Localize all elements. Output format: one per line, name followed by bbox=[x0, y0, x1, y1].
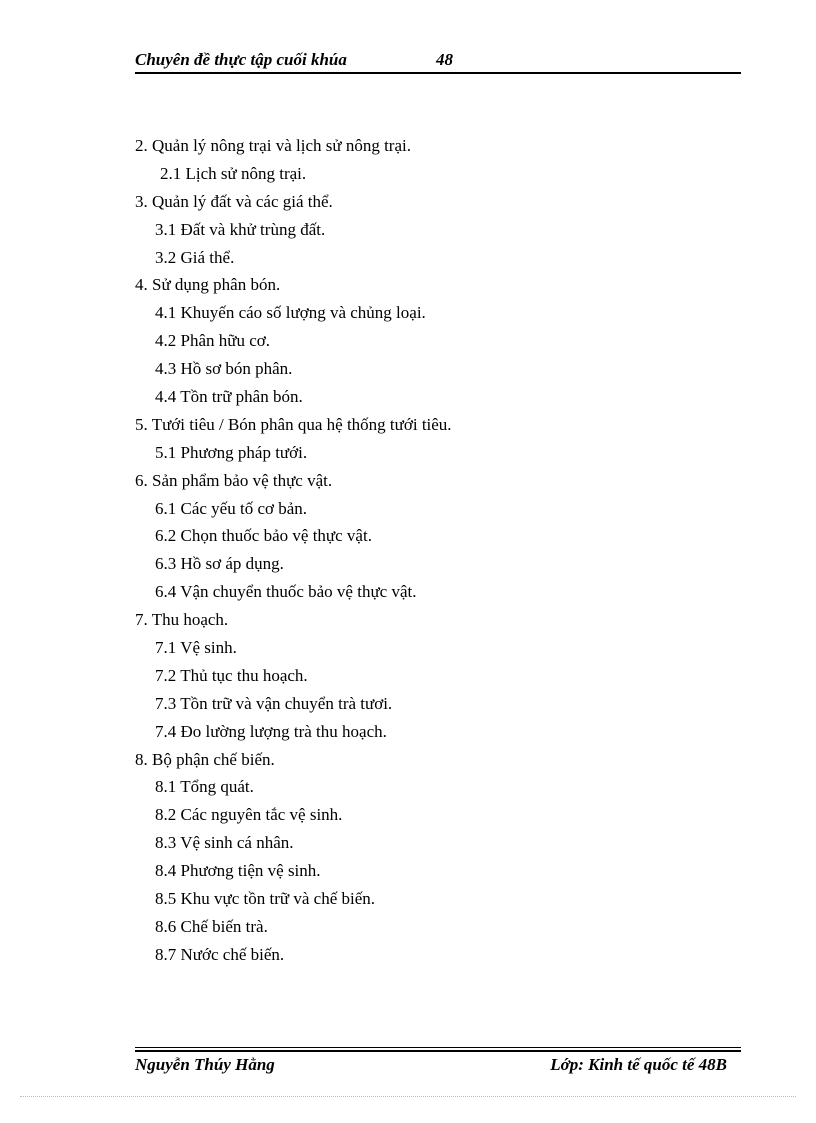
toc-subsection: 6.1 Các yếu tố cơ bản. bbox=[155, 498, 308, 518]
header-rule bbox=[135, 72, 741, 74]
toc-subsection: 8.7 Nước chế biến. bbox=[155, 944, 285, 964]
toc-subsection: 8.5 Khu vực tồn trữ và chế biến. bbox=[155, 889, 376, 909]
header-title: Chuyên đề thực tập cuối khúa bbox=[135, 50, 347, 69]
page-footer bbox=[135, 1047, 741, 1081]
toc-section: 3. Quản lý đất và các giá thể. bbox=[135, 191, 333, 211]
toc-subsection: 6.4 Vận chuyển thuốc bảo vệ thực vật. bbox=[155, 582, 417, 602]
toc-subsection: 8.4 Phương tiện vệ sinh. bbox=[155, 861, 321, 881]
toc-subsection: 4.2 Phân hữu cơ. bbox=[155, 331, 270, 351]
toc-subsection: 7.3 Tồn trữ và vận chuyển trà tươi. bbox=[155, 693, 393, 713]
toc-section: 4. Sử dụng phân bón. bbox=[135, 275, 281, 295]
toc-subsection: 4.1 Khuyến cáo số lượng và chủng loại. bbox=[155, 303, 426, 323]
header-page-number: 48 bbox=[436, 50, 453, 69]
toc-subsection: 3.2 Giá thể. bbox=[155, 247, 235, 267]
toc-subsection: 8.3 Vệ sinh cá nhân. bbox=[155, 833, 294, 853]
toc-subsection: 6.2 Chọn thuốc bảo vệ thực vật. bbox=[155, 526, 372, 546]
toc-subsection: 8.2 Các nguyên tắc vệ sinh. bbox=[155, 805, 343, 825]
table-of-contents bbox=[135, 132, 735, 969]
toc-section: 6. Sản phẩm bảo vệ thực vật. bbox=[135, 470, 333, 490]
toc-subsection: 7.4 Đo lường lượng trà thu hoạch. bbox=[155, 721, 387, 741]
footer-author: Nguyễn Thúy Hằng bbox=[135, 1055, 275, 1074]
toc-subsection: 7.2 Thủ tục thu hoạch. bbox=[155, 665, 308, 685]
toc-section: 7. Thu hoạch. bbox=[135, 610, 229, 630]
toc-subsection: 8.6 Chế biến trà. bbox=[155, 916, 268, 936]
toc-subsection: 4.3 Hồ sơ bón phân. bbox=[155, 359, 293, 379]
toc-section: 2. Quản lý nông trại và lịch sử nông trại. bbox=[135, 136, 411, 155]
toc-subsection: 5.1 Phương pháp tưới. bbox=[155, 442, 308, 462]
footer-rule-thick bbox=[135, 1050, 741, 1052]
toc-section: 8. Bộ phận chế biến. bbox=[135, 749, 275, 769]
footer-rule-thin bbox=[135, 1047, 741, 1048]
page-bottom-divider bbox=[20, 1096, 796, 1097]
toc-subsection: 7.1 Vệ sinh. bbox=[155, 638, 237, 658]
footer-class-label: Lớp: Kinh tế quốc tế 48B bbox=[550, 1055, 727, 1074]
toc-subsection: 3.1 Đất và khử trùng đất. bbox=[155, 219, 326, 239]
toc-section: 5. Tưới tiêu / Bón phân qua hệ thống tưới tiêu. bbox=[135, 414, 452, 434]
toc-subsection: 8.1 Tổng quát. bbox=[155, 777, 254, 797]
toc-subsection: 6.3 Hồ sơ áp dụng. bbox=[155, 554, 284, 574]
toc-subsection: 4.4 Tồn trữ phân bón. bbox=[155, 387, 303, 407]
toc-subsection: 2.1 Lịch sử nông trại. bbox=[160, 163, 307, 183]
page-header bbox=[135, 48, 741, 74]
